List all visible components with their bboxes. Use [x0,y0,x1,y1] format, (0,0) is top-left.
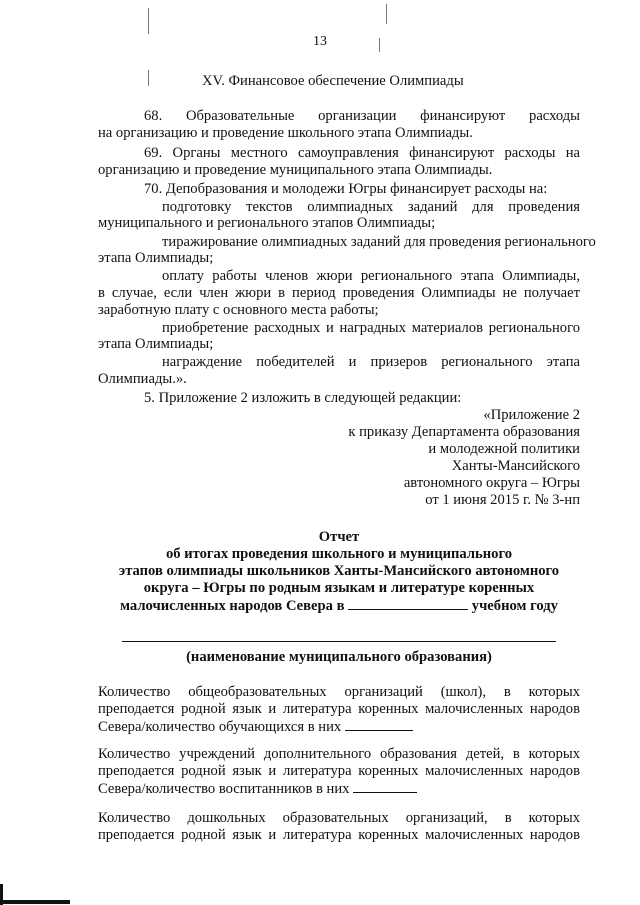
paragraph-70-line-1: 70. Депобразования и молодежи Югры финансирует расходы на: [144,181,548,197]
appendix-line-2: к приказу Департамента образования [348,424,580,440]
appendix-line-5: автономного округа – Югры [403,475,580,491]
appendix-line-6: от 1 июня 2015 г. № 3-нп [425,492,580,508]
page-number: 13 [313,34,327,49]
year-blank-field[interactable] [348,597,468,610]
list-item: приобретение расходных и наградных материалов регионального [162,320,580,336]
stat-1-text: Севера/количество обучающихся в них [98,719,342,735]
stat-2-text: Севера/количество воспитанников в них [98,781,350,797]
list-item: оплату работы членов жюри регионального этапа Олимпиады, [162,268,580,284]
p68-word: Образовательные [185,108,295,124]
list-item-cont: муниципального и регионального этапов Олимпиады; [98,215,436,231]
list-item: награждение победителей и призеров регионального этапа [162,354,580,370]
stat-1-line-2: преподается родной язык и литература коренных малочисленных народов [98,701,580,717]
list-item-cont: этапа Олимпиады; [98,336,214,352]
report-subtitle-line: округа – Югры по родным языкам и литературе коренных [143,580,535,596]
scan-artifact [386,4,387,24]
scan-artifact [148,8,149,34]
list-item: тиражирование олимпиадных заданий для проведения регионального [162,234,596,250]
appendix-line-3: и молодежной политики [428,441,580,457]
stat-2-line-1: Количество учреждений дополнительного образования детей, в которых [98,746,580,762]
p68-word: организации [318,108,397,124]
paragraph-68-line-1 [144,108,580,125]
appendix-line-1: «Приложение 2 [483,407,580,423]
p68-word: расходы [529,108,580,124]
stat-2-line-3 [98,780,417,798]
stat-1-blank-field[interactable] [345,718,413,731]
appendix-line-4: Ханты-Мансийского [451,458,580,474]
stat-1-line-3 [98,718,413,736]
list-item-cont: в случае, если член жюри в период проведения Олимпиады не получает [98,285,580,301]
list-item-cont: заработную плату с основного места работы; [98,302,379,318]
stat-3-line-1: Количество дошкольных образовательных организаций, в которых [98,810,580,826]
paragraph-69-line-1: 69. Органы местного самоуправления финансируют расходы на [144,145,580,161]
scan-artifact [148,70,149,86]
p68-word: финансируют [420,108,506,124]
municipality-blank-line[interactable] [122,641,556,642]
stat-3-line-2: преподается родной язык и литература коренных малочисленных народов [98,827,580,843]
scan-artifact [0,900,70,904]
paragraph-5: 5. Приложение 2 изложить в следующей редакции: [144,390,462,406]
report-subtitle-line: этапов олимпиады школьников Ханты-Мансийского автономного [118,563,560,579]
stat-1-line-1: Количество общеобразовательных организаций (школ), в которых [98,684,580,700]
report-year-suffix: учебном году [471,598,558,614]
report-year-prefix: малочисленных народов Севера в [120,598,345,614]
municipality-label: (наименование муниципального образования) [186,649,492,665]
p68-number: 68. [144,108,163,124]
paragraph-69-line-2: организацию и проведение муниципального этапа Олимпиады. [98,162,493,178]
stat-2-line-2: преподается родной язык и литература коренных малочисленных народов [98,763,580,779]
stat-2-blank-field[interactable] [353,780,417,793]
report-subtitle-line [98,597,580,615]
paragraph-68-line-2: на организацию и проведение школьного этапа Олимпиады. [98,125,473,141]
report-title: Отчет [318,529,360,545]
report-subtitle-line: об итогах проведения школьного и муниципального [165,546,513,562]
list-item: подготовку текстов олимпиадных заданий для проведения [162,199,580,215]
section-title: XV. Финансовое обеспечение Олимпиады [202,73,464,89]
list-item-cont: Олимпиады.». [98,371,187,387]
list-item-cont: этапа Олимпиады; [98,250,214,266]
